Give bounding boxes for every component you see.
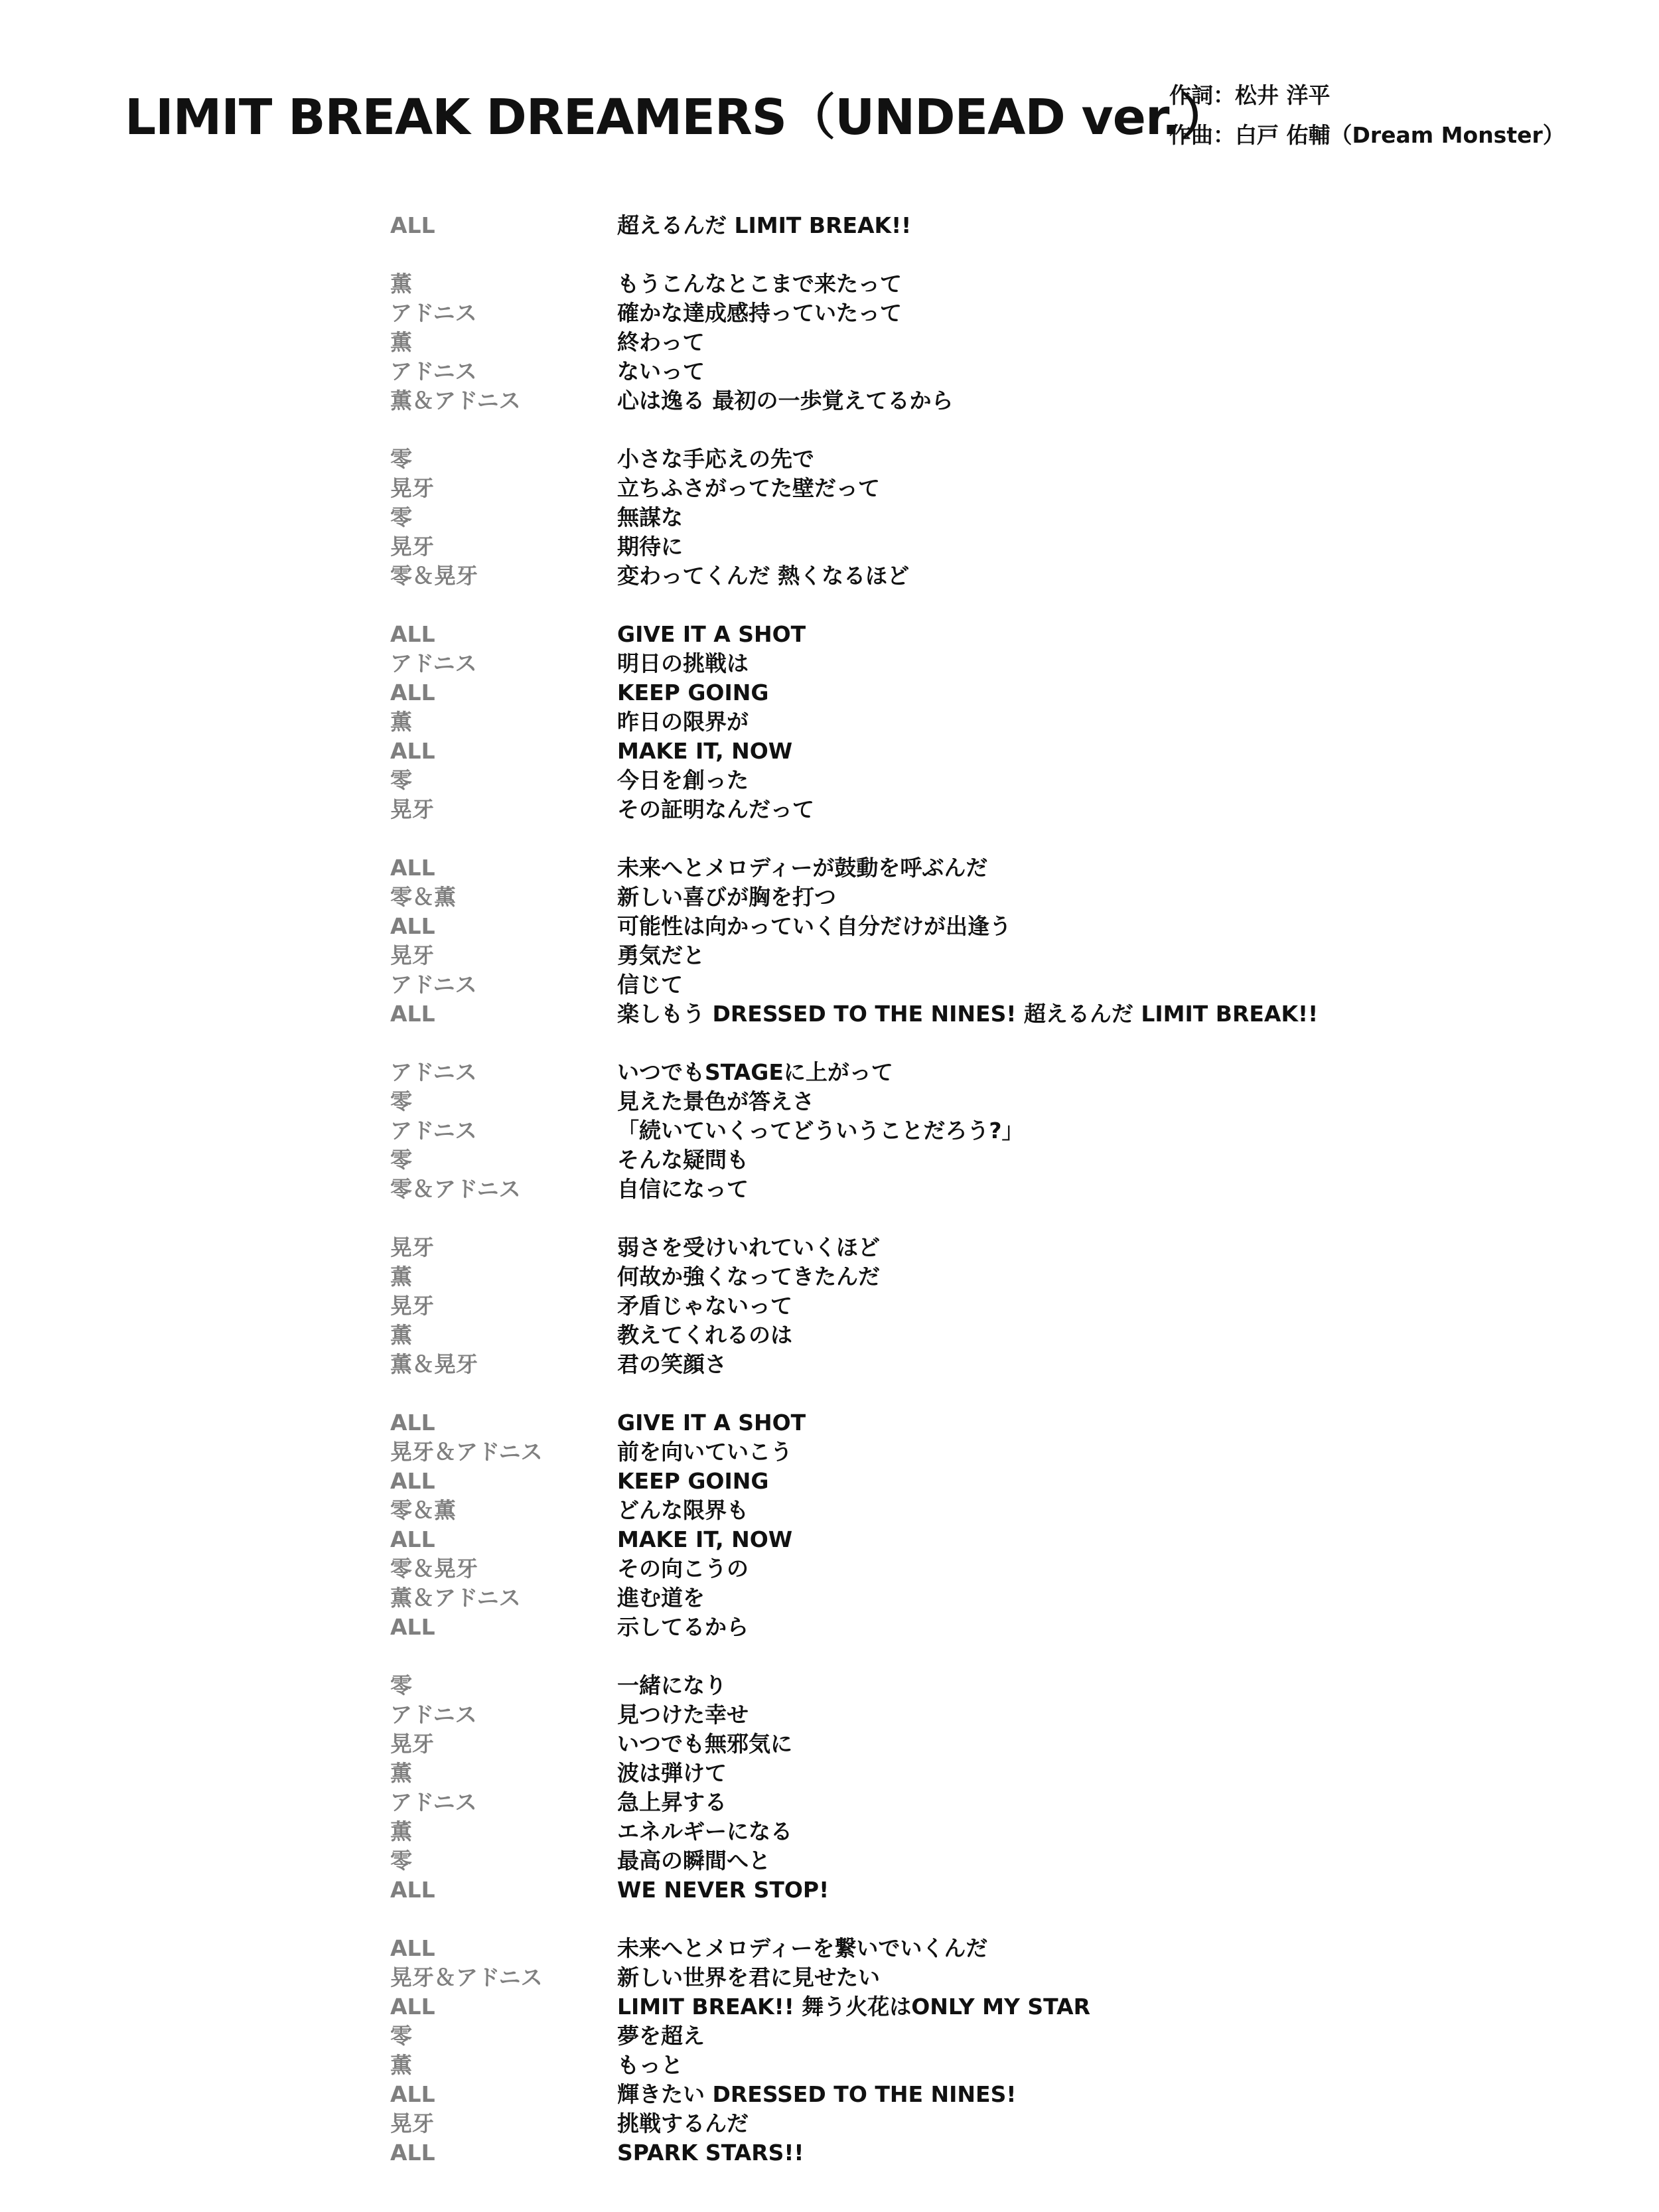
lyric-line [390, 1525, 1585, 1554]
lyric-line [390, 1730, 1585, 1759]
singer-label: 晃牙 [390, 796, 434, 822]
singer-label: ALL [390, 212, 435, 238]
singer-label: 晃牙 [390, 942, 434, 968]
lyric-text: いつでも無邪気に [617, 1731, 792, 1757]
lyrics-body [390, 211, 1585, 2197]
lyric-line [390, 1554, 1585, 1584]
lyric-line [390, 970, 1585, 999]
lyric-text: 輝きたい DRESSED TO THE NINES! [617, 2081, 1017, 2107]
lyric-line [390, 2051, 1585, 2080]
stanza [390, 1408, 1585, 1642]
lyric-text: MAKE IT, NOW [617, 1526, 793, 1552]
lyric-text: 進む道を [617, 1585, 705, 1611]
lyric-line [390, 386, 1585, 415]
lyric-line [390, 1496, 1585, 1525]
singer-label: 零 [390, 2023, 412, 2049]
lyric-text: 無謀な [617, 504, 683, 530]
singer-label: 薫 [390, 271, 412, 297]
singer-label: 薫＆アドニス [390, 388, 521, 413]
lyric-text: 変わってくんだ 熱くなるほど [617, 563, 910, 589]
lyric-line [390, 2080, 1585, 2109]
lyric-text: 急上昇する [617, 1789, 727, 1815]
lyric-text: もっと [617, 2052, 683, 2078]
stanza [390, 1934, 1585, 2168]
lyric-line [390, 1350, 1585, 1379]
singer-label: ALL [390, 2081, 435, 2107]
lyric-line [390, 474, 1585, 503]
lyric-text: SPARK STARS!! [617, 2140, 804, 2166]
lyric-line [390, 1613, 1585, 1642]
singer-label: ALL [390, 2140, 435, 2166]
lyric-line [390, 2109, 1585, 2138]
lyric-line [390, 1467, 1585, 1496]
lyric-line [390, 853, 1585, 883]
stanza [390, 620, 1585, 824]
singer-label: 零＆アドニス [390, 1176, 521, 1202]
lyric-line [390, 620, 1585, 649]
lyric-text: 期待に [617, 534, 683, 559]
lyric-line [390, 532, 1585, 561]
lyric-text: 未来へとメロディーを繋いでいくんだ [617, 1935, 988, 1961]
lyric-line [390, 766, 1585, 795]
singer-label: アドニス [390, 650, 477, 676]
lyric-line [390, 678, 1585, 707]
lyric-line [390, 1058, 1585, 1087]
lyric-line [390, 1700, 1585, 1730]
lyric-text: 夢を超え [617, 2023, 705, 2049]
lyric-line [390, 445, 1585, 474]
lyric-line [390, 1145, 1585, 1175]
lyric-text: 勇気だと [617, 942, 705, 968]
lyric-line [390, 503, 1585, 532]
lyric-line [390, 1759, 1585, 1788]
singer-label: 零 [390, 1088, 412, 1114]
lyric-line [390, 1788, 1585, 1817]
lyric-text: 未来へとメロディーが鼓動を呼ぶんだ [617, 855, 988, 881]
lyric-line [390, 649, 1585, 678]
lyric-line [390, 941, 1585, 970]
lyric-text: 超えるんだ LIMIT BREAK!! [617, 212, 912, 238]
singer-label: 薫 [390, 2052, 412, 2078]
singer-label: 零＆薫 [390, 884, 456, 910]
lyric-line [390, 1175, 1585, 1204]
lyric-text: 最高の瞬間へと [617, 1848, 770, 1874]
lyric-line [390, 2022, 1585, 2051]
lyric-text: 矛盾じゃないって [617, 1293, 792, 1319]
lyric-line [390, 1992, 1585, 2022]
lyric-text: 前を向いていこう [617, 1439, 792, 1465]
singer-label: アドニス [390, 300, 477, 326]
singer-label: ALL [390, 1935, 435, 1961]
lyric-line [390, 1233, 1585, 1262]
lyric-line [390, 795, 1585, 824]
lyric-text: 「続いていくってどういうことだろう?」 [617, 1118, 1024, 1143]
lyric-line [390, 1963, 1585, 1992]
lyric-line [390, 269, 1585, 299]
credits [1169, 76, 1565, 155]
lyric-text: 新しい世界を君に見せたい [617, 1964, 880, 1990]
lyric-text: WE NEVER STOP! [617, 1877, 830, 1903]
lyric-line [390, 1876, 1585, 1905]
singer-label: 晃牙 [390, 2110, 434, 2136]
stanza [390, 853, 1585, 1029]
lyric-line [390, 707, 1585, 737]
lyric-line [390, 1671, 1585, 1700]
singer-label: 晃牙 [390, 1293, 434, 1319]
song-title: LIMIT BREAK DREAMERS（UNDEAD ver.） [125, 89, 1229, 146]
singer-label: ALL [390, 738, 435, 764]
singer-label: 晃牙 [390, 534, 434, 559]
singer-label: アドニス [390, 1118, 477, 1143]
stanza [390, 269, 1585, 415]
lyric-text: 明日の挑戦は [617, 650, 749, 676]
singer-label: 薫 [390, 709, 412, 735]
lyric-text: 示してるから [617, 1614, 749, 1640]
lyric-line [390, 737, 1585, 766]
lyric-text: 今日を創った [617, 767, 749, 793]
singer-label: 零 [390, 767, 412, 793]
lyric-line [390, 1846, 1585, 1876]
singer-label: アドニス [390, 1702, 477, 1728]
lyric-line [390, 357, 1585, 386]
lyric-text: 自信になって [617, 1176, 749, 1202]
lyric-text: 一緒になり [617, 1672, 727, 1698]
singer-label: アドニス [390, 972, 477, 997]
lyric-line [390, 1408, 1585, 1438]
lyric-text: そんな疑問も [617, 1147, 749, 1173]
lyric-line [390, 1934, 1585, 1963]
lyric-line [390, 1817, 1585, 1846]
singer-label: アドニス [390, 1789, 477, 1815]
singer-label: 薫 [390, 329, 412, 355]
lyric-line [390, 1584, 1585, 1613]
lyric-line [390, 1321, 1585, 1350]
lyric-line [390, 561, 1585, 591]
lyric-text: 可能性は向かっていく自分だけが出逢う [617, 913, 1011, 939]
lyric-text: もうこんなとこまで来たって [617, 271, 902, 297]
singer-label: 晃牙＆アドニス [390, 1964, 543, 1990]
lyricist-credit: 作詞：松井 洋平 [1169, 82, 1331, 108]
lyric-line [390, 328, 1585, 357]
lyric-text: 教えてくれるのは [617, 1322, 792, 1348]
singer-label: ALL [390, 621, 435, 647]
lyric-text: その証明なんだって [617, 796, 814, 822]
singer-label: ALL [390, 913, 435, 939]
singer-label: ALL [390, 855, 435, 881]
lyric-line [390, 2138, 1585, 2168]
lyric-text: 立ちふさがってた壁だって [617, 475, 880, 501]
composer-credit: 作曲：白戸 佑輔（Dream Monster） [1169, 122, 1565, 148]
singer-label: ALL [390, 1001, 435, 1027]
lyric-line [390, 299, 1585, 328]
singer-label: アドニス [390, 358, 477, 384]
lyric-text: 新しい喜びが胸を打つ [617, 884, 836, 910]
singer-label: ALL [390, 1994, 435, 2020]
lyric-line [390, 1262, 1585, 1291]
lyric-line [390, 883, 1585, 912]
singer-label: 薫 [390, 1760, 412, 1786]
lyric-text: 楽しもう DRESSED TO THE NINES! 超えるんだ LIMIT BREAK!! [617, 1001, 1319, 1027]
lyric-text: 心は逸る 最初の一歩覚えてるから [617, 388, 954, 413]
lyric-text: 君の笑顔さ [617, 1351, 727, 1377]
singer-label: 薫＆アドニス [390, 1585, 521, 1611]
singer-label: 晃牙＆アドニス [390, 1439, 543, 1465]
lyric-text: ないって [617, 358, 705, 384]
stanza [390, 1058, 1585, 1204]
singer-label: 零 [390, 1672, 412, 1698]
lyric-text: GIVE IT A SHOT [617, 621, 806, 647]
singer-label: 零 [390, 504, 412, 530]
singer-label: 零＆晃牙 [390, 563, 478, 589]
lyric-text: 挑戦するんだ [617, 2110, 749, 2136]
stanza [390, 445, 1585, 591]
lyric-text: LIMIT BREAK!! 舞う火花はONLY MY STAR [617, 1994, 1091, 2020]
lyric-line [390, 1116, 1585, 1145]
lyric-text: 見えた景色が答えさ [617, 1088, 814, 1114]
lyric-line [390, 1438, 1585, 1467]
singer-label: ALL [390, 1526, 435, 1552]
lyric-text: 確かな達成感持っていたって [617, 300, 902, 326]
stanza [390, 1671, 1585, 1905]
lyric-text: どんな限界も [617, 1497, 749, 1523]
singer-label: 晃牙 [390, 475, 434, 501]
lyric-text: KEEP GOING [617, 680, 769, 705]
lyric-line [390, 1291, 1585, 1321]
singer-label: 零＆晃牙 [390, 1556, 478, 1582]
lyric-text: 終わって [617, 329, 705, 355]
lyric-text: 波は弾けて [617, 1760, 727, 1786]
singer-label: 薫＆晃牙 [390, 1351, 478, 1377]
singer-label: 薫 [390, 1264, 412, 1290]
lyric-line [390, 211, 1585, 240]
singer-label: 晃牙 [390, 1731, 434, 1757]
lyric-line [390, 1087, 1585, 1116]
lyric-text: GIVE IT A SHOT [617, 1410, 806, 1436]
lyric-text: 小さな手応えの先で [617, 446, 814, 472]
lyric-text: 昨日の限界が [617, 709, 749, 735]
lyric-text: 弱さを受けいれていくほど [617, 1234, 880, 1260]
lyric-text: KEEP GOING [617, 1468, 769, 1494]
stanza [390, 211, 1585, 240]
singer-label: アドニス [390, 1059, 477, 1085]
lyric-text: 見つけた幸せ [617, 1702, 749, 1728]
lyric-text: 何故か強くなってきたんだ [617, 1264, 880, 1290]
lyric-text: いつでもSTAGEに上がって [617, 1059, 893, 1085]
singer-label: 晃牙 [390, 1234, 434, 1260]
singer-label: ALL [390, 1877, 435, 1903]
singer-label: 零 [390, 1147, 412, 1173]
lyric-text: エネルギーになる [617, 1818, 792, 1844]
lyric-text: その向こうの [617, 1556, 749, 1582]
lyric-line [390, 999, 1585, 1029]
lyric-line [390, 912, 1585, 941]
singer-label: 零＆薫 [390, 1497, 456, 1523]
singer-label: 薫 [390, 1818, 412, 1844]
singer-label: 零 [390, 1848, 412, 1874]
singer-label: ALL [390, 1614, 435, 1640]
singer-label: 薫 [390, 1322, 412, 1348]
singer-label: ALL [390, 680, 435, 705]
singer-label: 零 [390, 446, 412, 472]
singer-label: ALL [390, 1410, 435, 1436]
lyric-text: MAKE IT, NOW [617, 738, 793, 764]
stanza [390, 1233, 1585, 1379]
singer-label: ALL [390, 1468, 435, 1494]
lyric-text: 信じて [617, 972, 683, 997]
